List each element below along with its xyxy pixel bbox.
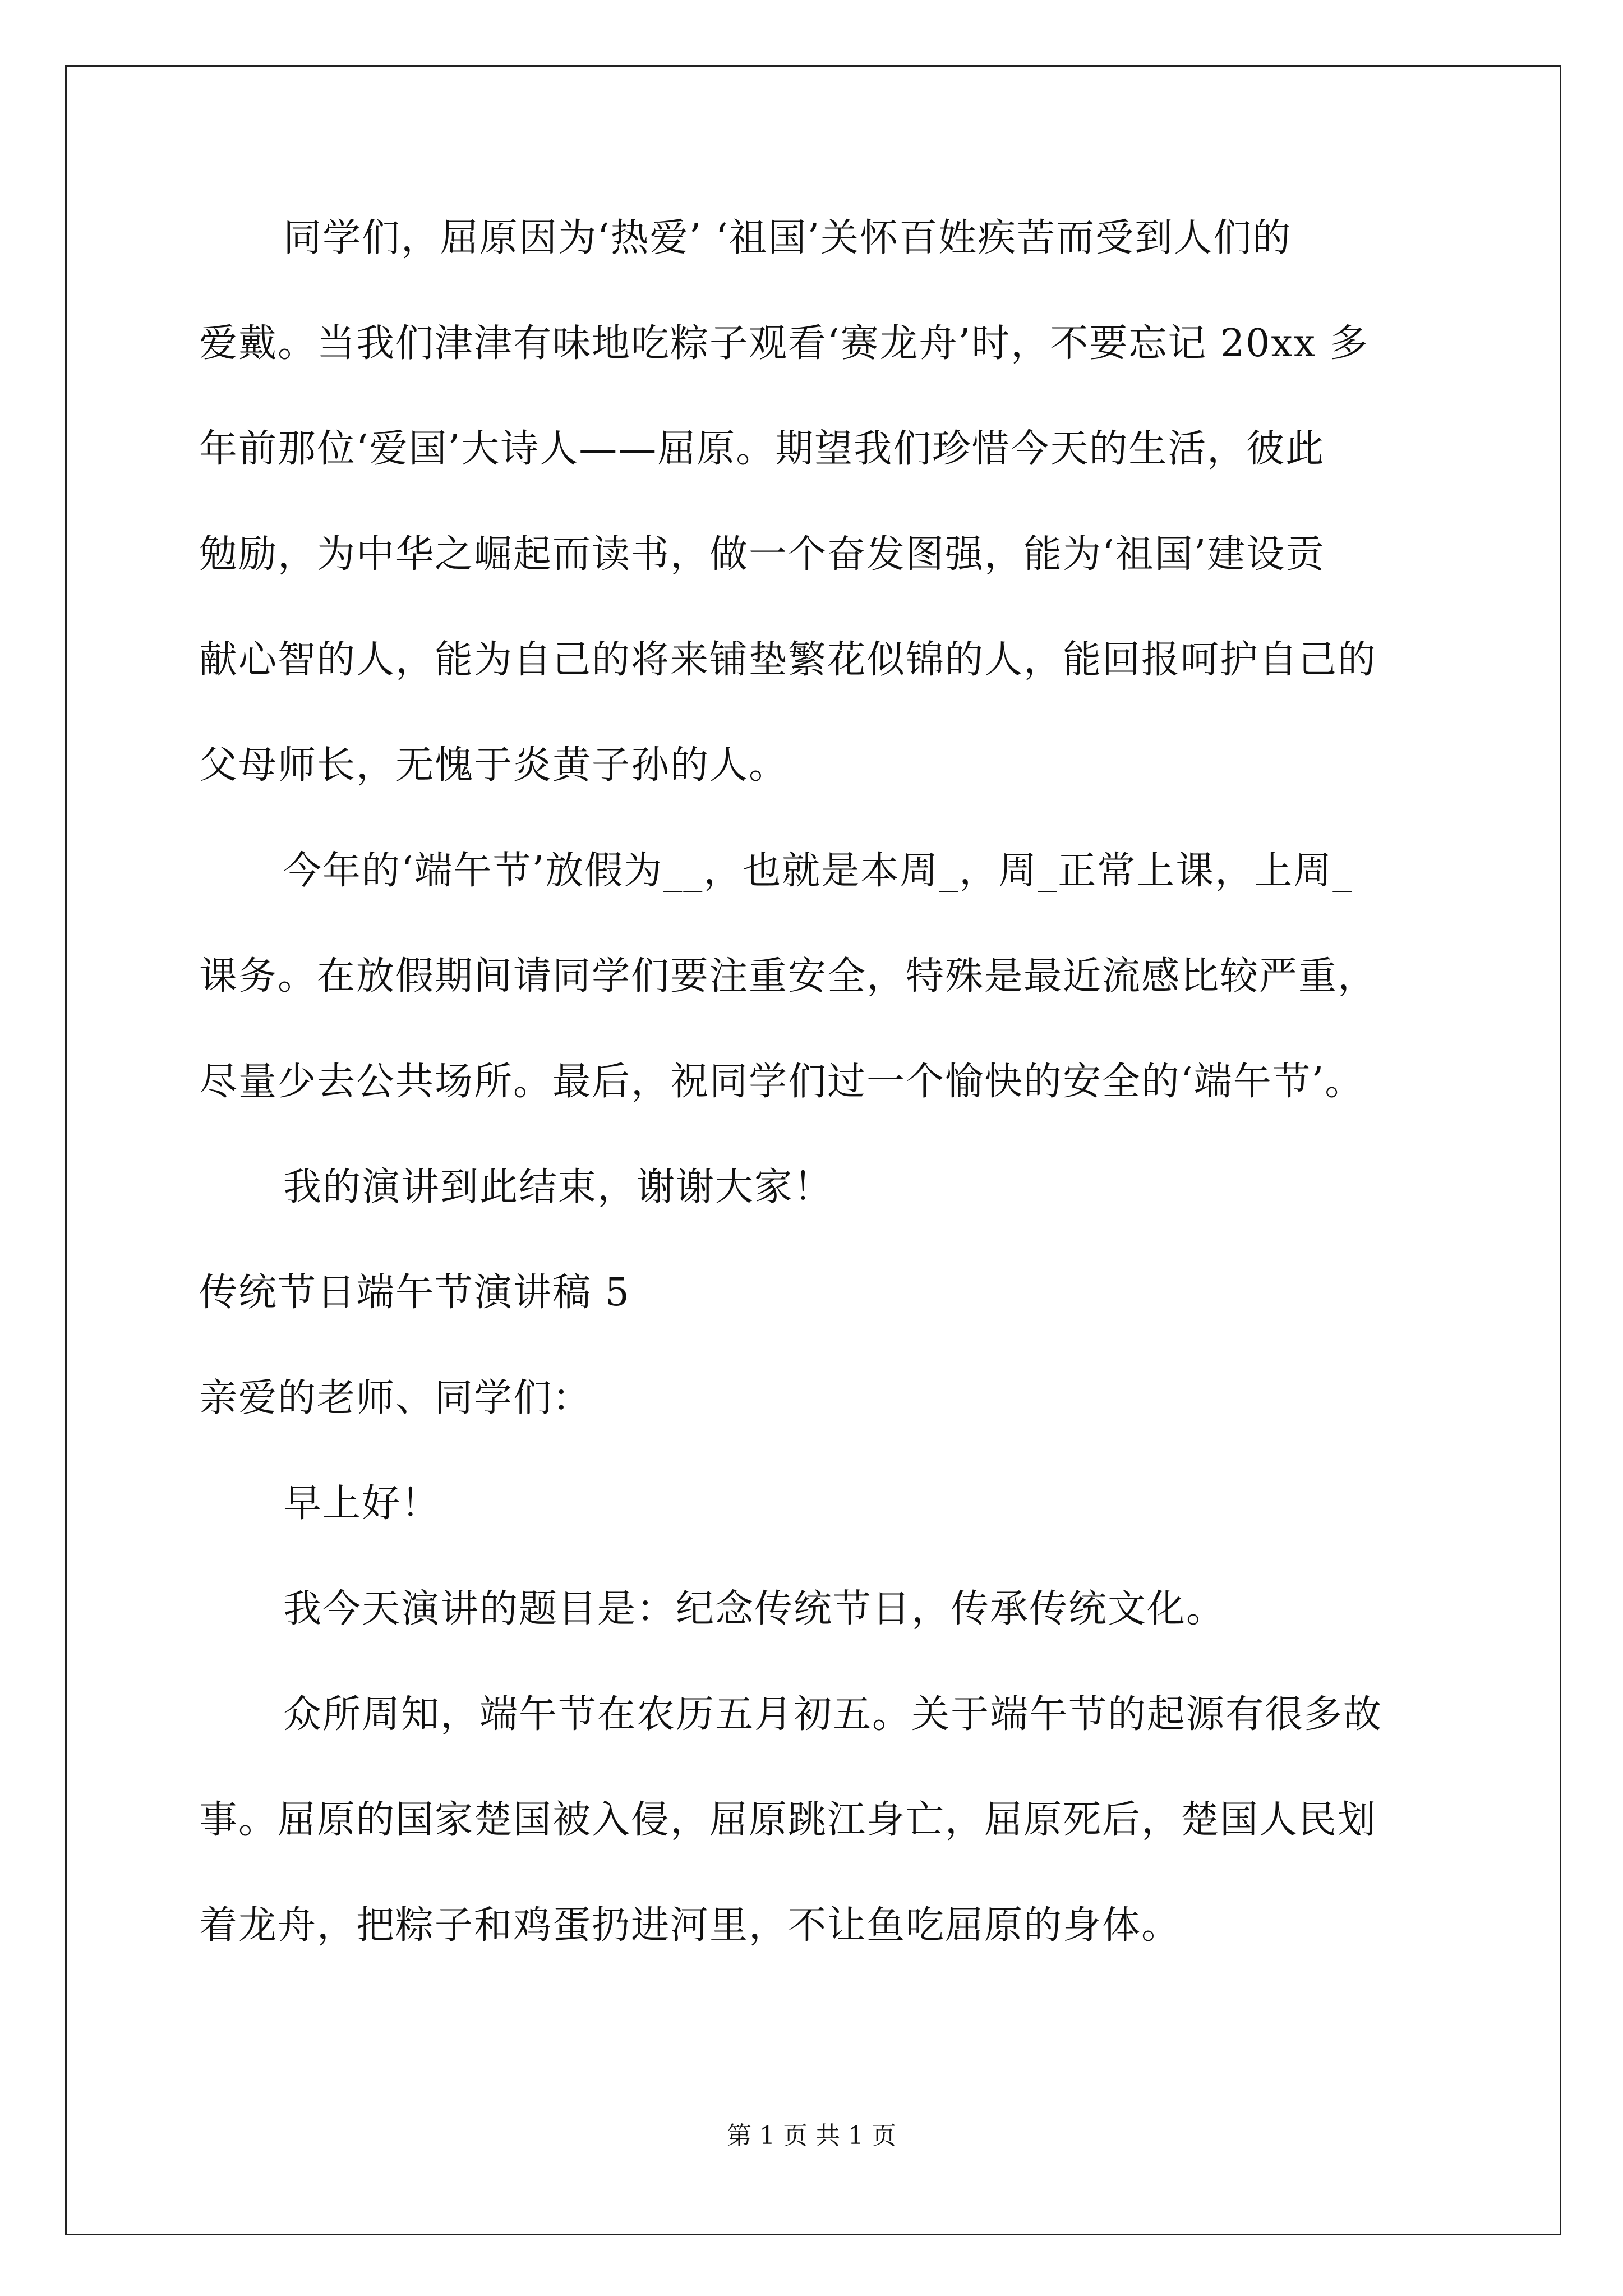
paragraph-line: 今年的‘端午节’放假为__，也就是本周_，周_正常上课，上周_ bbox=[283, 849, 1353, 893]
salutation: 亲爱的老师、同学们： bbox=[199, 1376, 592, 1420]
paragraph-line: 着龙舟，把粽子和鸡蛋扔进河里，不让鱼吃屈原的身体。 bbox=[199, 1903, 1181, 1948]
paragraph-line: 年前那位‘爱国’大诗人——屈原。期望我们珍惜今天的生活，彼此 bbox=[199, 427, 1325, 471]
paragraph-line: 尽量少去公共场所。最后，祝同学们过一个愉快的安全的‘端午节’。 bbox=[199, 1060, 1364, 1104]
paragraph-line: 课务。在放假期间请同学们要注重安全，特殊是最近流感比较严重， bbox=[199, 954, 1377, 999]
paragraph-line: 献心智的人，能为自己的将来铺垫繁花似锦的人，能回报呵护自己的 bbox=[199, 638, 1377, 682]
section-heading: 传统节日端午节演讲稿 5 bbox=[199, 1271, 630, 1315]
paragraph-line: 同学们，屈原因为‘热爱’ ‘祖国’关怀百姓疾苦而受到人们的 bbox=[283, 216, 1292, 260]
paragraph-line: 我今天演讲的题目是：纪念传统节日，传承传统文化。 bbox=[283, 1587, 1226, 1631]
paragraph-line: 众所周知，端午节在农历五月初五。关于端午节的起源有很多故 bbox=[283, 1692, 1383, 1737]
paragraph-line: 我的演讲到此结束，谢谢大家！ bbox=[283, 1165, 833, 1209]
paragraph-line: 父母师长，无愧于炎黄子孙的人。 bbox=[199, 743, 789, 788]
greeting: 早上好！ bbox=[283, 1481, 441, 1526]
page-number-footer: 第 1 页 共 1 页 bbox=[727, 2122, 896, 2150]
paragraph-line: 勉励，为中华之崛起而读书，做一个奋发图强，能为‘祖国’建设贡 bbox=[199, 532, 1325, 577]
paragraph-line: 爱戴。当我们津津有味地吃粽子观看‘赛龙舟’时，不要忘记 20xx 多 bbox=[199, 321, 1369, 366]
paragraph-line: 事。屈原的国家楚国被入侵，屈原跳江身亡，屈原死后，楚国人民划 bbox=[199, 1798, 1377, 1842]
